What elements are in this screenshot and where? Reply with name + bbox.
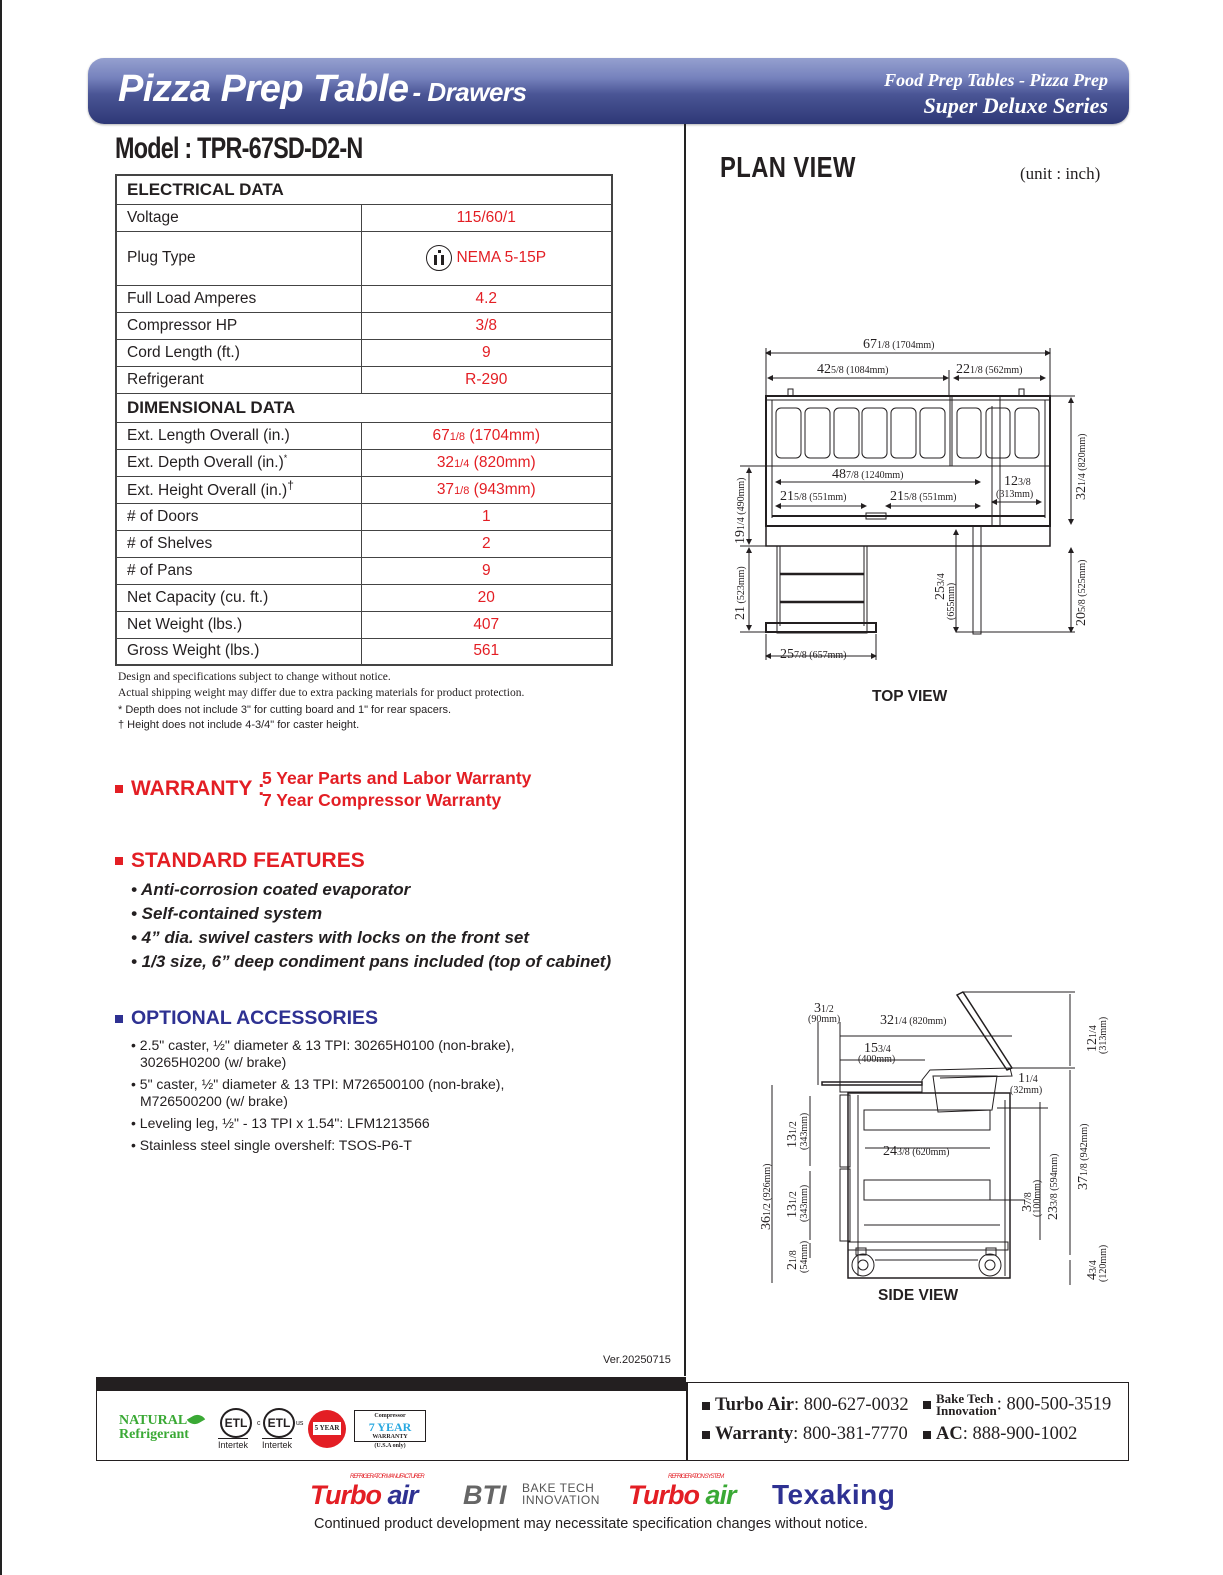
- contact-name: Warranty: [715, 1424, 794, 1444]
- badge-sub: WARRANTY: [372, 1434, 408, 1440]
- optional-accessories-heading: [115, 1007, 378, 1030]
- logo-text: BTI: [463, 1480, 507, 1510]
- logo-line: INNOVATION: [522, 1493, 600, 1507]
- row-value: [361, 231, 612, 285]
- contact-bake-tech: [923, 1393, 1111, 1417]
- dim-right-compartment-mm: (313mm): [996, 489, 1034, 500]
- dim-depth: 321/4 (820mm): [880, 1013, 947, 1028]
- row-label: Net Capacity (cu. ft.): [116, 584, 361, 611]
- row-value: 20: [361, 584, 612, 611]
- plug-type-value: NEMA 5-15P: [456, 249, 547, 267]
- accessory-item: • Stainless steel single overshelf: TSOS-P6-T: [131, 1137, 412, 1153]
- warranty-line: 5 Year Parts and Labor Warranty: [262, 768, 532, 788]
- row-label: Refrigerant: [116, 366, 361, 393]
- us-mark: us: [296, 1420, 304, 1427]
- dim-board-depth-mm: (400mm): [858, 1054, 896, 1065]
- footer-disclaimer: Continued product development may necessitate specification changes without notice.: [314, 1516, 868, 1532]
- warranty-line: 7 Year Compressor Warranty: [262, 790, 502, 810]
- natural-text: NATURAL: [119, 1413, 188, 1428]
- warranty-label-text: WARRANTY :: [131, 777, 265, 800]
- row-value: 561: [361, 638, 612, 665]
- caster-wheels: [852, 1248, 1001, 1276]
- note-line: * Depth does not include 3" for cutting board and 1" for rear spacers.: [118, 704, 452, 716]
- feature-item: • 1/3 size, 6” deep condiment pans included (top of cabinet): [131, 952, 612, 971]
- dim-board-overhang: 31/2: [814, 1001, 834, 1016]
- footnote-mark: †: [287, 478, 294, 493]
- value-fraction: 1/8: [449, 430, 466, 443]
- logo-tag: REFRIGERATOR MANUFACTURER: [350, 1474, 424, 1480]
- contact-name: [936, 1393, 997, 1417]
- table-row: [116, 557, 612, 584]
- category-label: [884, 68, 1108, 118]
- bullet-square-icon: [923, 1401, 931, 1409]
- row-label: Ext. Length Overall (in.): [116, 422, 361, 449]
- dim-rear-gap-mm: (32mm): [1010, 1085, 1043, 1096]
- dim-caster-height: 43/4: [1085, 1260, 1100, 1280]
- value-fraction: 1/4: [454, 457, 470, 470]
- dim-lid-height: 121/4: [1085, 1025, 1100, 1052]
- table-row: [116, 530, 612, 557]
- badge-note: (U.S.A only): [374, 1443, 406, 1449]
- row-label: Cord Length (ft.): [116, 339, 361, 366]
- etl-sanitation-icon: ETL: [263, 1408, 295, 1438]
- warranty-lines: [262, 767, 531, 811]
- row-value: 115/60/1: [361, 204, 612, 231]
- dim-caster-height-mm: (120mm): [1098, 1244, 1109, 1282]
- dim-drawer-open-depth: 21 (523mm): [733, 566, 748, 620]
- compressor-warranty-badge: [354, 1410, 426, 1449]
- contact-phone: : 800-627-0032: [794, 1395, 909, 1415]
- dim-drawer-left: 215/8 (551mm): [780, 489, 847, 504]
- dim-shelf-gap: 37/8: [1020, 1192, 1035, 1212]
- row-value: 1: [361, 503, 612, 530]
- row-label: [116, 449, 361, 476]
- turbo-air-logo: [310, 1474, 424, 1511]
- dim-inner-width: 487/8 (1240mm): [832, 467, 904, 482]
- version-label: Ver.20250715: [603, 1354, 671, 1366]
- contact-phone: : 888-900-1002: [962, 1424, 1078, 1444]
- row-label: # of Shelves: [116, 530, 361, 557]
- row-value: 4.2: [361, 285, 612, 312]
- footer-bar: [96, 1377, 686, 1391]
- logo-text: air: [381, 1480, 418, 1510]
- title-text: Pizza Prep Table: [118, 68, 409, 110]
- row-label: # of Doors: [116, 503, 361, 530]
- top-view-svg: [720, 330, 1110, 670]
- value-whole: 32: [436, 453, 455, 471]
- warranty-label: [115, 777, 265, 801]
- dim-door-swing: 253/4: [933, 573, 948, 600]
- value-metric: (820mm): [469, 453, 536, 471]
- table-row: [116, 611, 612, 638]
- intertek-label: Intertek: [262, 1440, 293, 1450]
- name-line: Innovation: [936, 1403, 997, 1418]
- logo-tag: REFRIGERATION SYSTEM: [668, 1474, 724, 1480]
- electrical-data-heading: ELECTRICAL DATA: [116, 175, 612, 204]
- seal-text: 5 YEAR: [313, 1422, 341, 1435]
- contact-name: AC: [936, 1424, 963, 1444]
- label-text: Ext. Height Overall (in.): [127, 482, 288, 500]
- contact-ac: [923, 1424, 1077, 1445]
- table-row: [116, 285, 612, 312]
- note-line: Design and specifications subject to change without notice.: [118, 671, 391, 683]
- row-label: # of Pans: [116, 557, 361, 584]
- accessories-list: [131, 1037, 571, 1159]
- etl-listed-icon: ETL: [220, 1408, 252, 1438]
- value-whole: 67: [432, 426, 450, 444]
- feature-item: • Self-contained system: [131, 904, 323, 923]
- category-line: Food Prep Tables - Pizza Prep: [884, 70, 1108, 90]
- bullet-square-icon: [115, 785, 123, 793]
- series-line: Super Deluxe Series: [923, 93, 1108, 118]
- footnote-mark: *: [283, 452, 288, 463]
- table-row: [116, 339, 612, 366]
- heading-text: OPTIONAL ACCESSORIES: [131, 1007, 379, 1029]
- logo-line: BAKE TECH: [522, 1481, 595, 1495]
- table-row: [116, 422, 612, 449]
- table-row: [116, 204, 612, 231]
- spec-table: [115, 174, 613, 666]
- row-value: [361, 449, 612, 476]
- side-view-label: SIDE VIEW: [878, 1287, 959, 1304]
- dim-left-section: 425/8 (1084mm): [817, 362, 889, 377]
- table-row: [116, 638, 612, 665]
- dim-door-swing-mm: (655mm): [946, 582, 957, 620]
- dim-overall-height: 371/8 (942mm): [1076, 1123, 1091, 1190]
- dim-rear-gap: 11/4: [1018, 1071, 1038, 1086]
- dim-drawer-lower: 131/2: [785, 1191, 800, 1218]
- table-row: [116, 476, 612, 503]
- row-label: Gross Weight (lbs.): [116, 638, 361, 665]
- row-label: Full Load Amperes: [116, 285, 361, 312]
- row-value: 9: [361, 339, 612, 366]
- table-row: [116, 584, 612, 611]
- row-value: 407: [361, 611, 612, 638]
- heading-text: STANDARD FEATURES: [131, 849, 365, 872]
- value-metric: (943mm): [469, 480, 536, 498]
- logo-text: Turbo: [628, 1480, 699, 1510]
- model-number: Model : TPR-67SD-D2-N: [115, 132, 363, 165]
- table-row: [116, 312, 612, 339]
- dim-board-depth: 153/4: [864, 1041, 891, 1056]
- contact-name: Turbo Air: [715, 1395, 794, 1415]
- feature-item: • Anti-corrosion coated evaporator: [131, 880, 411, 899]
- row-value: 9: [361, 557, 612, 584]
- side-view-drawing: [750, 990, 1110, 1285]
- table-row: [116, 366, 612, 393]
- bullet-square-icon: [702, 1431, 710, 1439]
- logo-text: air: [699, 1480, 736, 1510]
- leaf-icon: [187, 1412, 205, 1428]
- dim-right-compartment: 123/8: [1004, 474, 1031, 489]
- value-whole: 37: [436, 480, 455, 498]
- dim-lid-height-mm: (313mm): [1098, 1016, 1109, 1054]
- bullet-square-icon: [115, 1015, 123, 1023]
- contact-warranty: [702, 1424, 908, 1445]
- section-row: [116, 175, 612, 204]
- dim-drawer-upper: 131/2: [785, 1121, 800, 1148]
- spec-notes: [118, 669, 524, 732]
- feature-item: • 4” dia. swivel casters with locks on the front set: [131, 928, 530, 947]
- row-label: Net Weight (lbs.): [116, 611, 361, 638]
- accessory-item: • Leveling leg, ½" - 13 TPI x 1.54": LFM1213566: [131, 1115, 430, 1131]
- row-value: 3/8: [361, 312, 612, 339]
- dim-drawer-open-width: 257/8 (657mm): [780, 647, 847, 662]
- row-label: Compressor HP: [116, 312, 361, 339]
- standard-features-list: [131, 878, 611, 974]
- dim-board-overhang-mm: (90mm): [808, 1014, 841, 1025]
- name-line: Bake Tech: [936, 1391, 994, 1406]
- row-label: [116, 476, 361, 503]
- value-fraction: 1/8: [454, 484, 470, 497]
- note-line: Actual shipping weight may differ due to extra packing materials for product protection.: [118, 687, 525, 699]
- dimensional-data-heading: DIMENSIONAL DATA: [116, 393, 612, 422]
- page-edge: [0, 0, 2, 1575]
- contact-phone: : 800-500-3519: [996, 1394, 1112, 1415]
- dim-drawer-lower-mm: (343mm): [799, 1184, 810, 1222]
- column-divider: [684, 124, 686, 1376]
- contact-turbo-air: [702, 1395, 909, 1416]
- row-value: R-290: [361, 366, 612, 393]
- table-row: [116, 503, 612, 530]
- note-line: † Height does not include 4-3/4" for caster height.: [118, 718, 360, 731]
- section-row: [116, 393, 612, 422]
- logo-text: Turbo: [310, 1480, 381, 1510]
- nema-plug-icon: [426, 245, 452, 271]
- page-title: [118, 68, 526, 111]
- c-mark: c: [257, 1420, 261, 1427]
- contact-phone: : 800-381-7770: [793, 1424, 908, 1444]
- plan-view-heading: PLAN VIEW: [720, 152, 856, 184]
- top-view-drawing: [720, 330, 1110, 670]
- bti-logo-subtitle: [522, 1482, 600, 1506]
- unit-label: (unit : inch): [1020, 164, 1101, 183]
- dim-drawer-upper-mm: (343mm): [799, 1112, 810, 1150]
- value-metric: (1704mm): [465, 426, 540, 444]
- dim-base-gap: 21/8: [785, 1250, 800, 1270]
- bullet-square-icon: [923, 1431, 931, 1439]
- texaking-logo: Texaking: [772, 1479, 896, 1510]
- dim-depth: 321/4 (820mm): [1074, 433, 1089, 500]
- dim-right-section: 221/8 (562mm): [956, 362, 1023, 377]
- row-value: 2: [361, 530, 612, 557]
- dim-work-height: 361/2 (926mm): [759, 1163, 774, 1230]
- bullet-square-icon: [702, 1402, 710, 1410]
- natural-refrigerant-logo: [119, 1414, 204, 1442]
- bti-logo: [463, 1480, 507, 1511]
- dim-cabinet-depth: 191/4 (490mm): [733, 477, 748, 544]
- page-subtitle: - Drawers: [412, 77, 527, 107]
- turbo-air-system-logo: [628, 1474, 736, 1511]
- row-label: Voltage: [116, 204, 361, 231]
- accessory-item: • 5" caster, ½" diameter & 13 TPI: M726500100 (non-brake), M726500200 (w/ brake): [131, 1076, 505, 1109]
- dim-shelf-gap-mm: (100mm): [1032, 1179, 1043, 1217]
- intertek-label: Intertek: [218, 1440, 249, 1450]
- badge-top: Compressor: [374, 1413, 406, 1419]
- dim-interior-height: 233/8 (594mm): [1046, 1153, 1061, 1220]
- badge-main: 7 YEAR: [368, 1420, 412, 1434]
- accessory-item: • 2.5" caster, ½" diameter & 13 TPI: 30265H0100 (non-brake), 30265H0200 (w/ brake): [131, 1037, 515, 1070]
- dim-interior-depth: 243/8 (620mm): [883, 1144, 950, 1159]
- label-text: Ext. Depth Overall (in.): [127, 454, 284, 472]
- refrigerant-text: Refrigerant: [119, 1427, 189, 1442]
- bullet-square-icon: [115, 857, 123, 865]
- five-year-warranty-seal: [308, 1410, 346, 1448]
- dim-overall-length: 671/8 (1704mm): [863, 337, 935, 352]
- dim-drawer-right: 215/8 (551mm): [890, 489, 957, 504]
- standard-features-heading: [115, 849, 365, 873]
- dim-door-clearance: 205/8 (525mm): [1074, 559, 1089, 626]
- table-row: [116, 449, 612, 476]
- table-row: [116, 231, 612, 285]
- side-view-svg: [750, 990, 1110, 1285]
- row-value: [361, 422, 612, 449]
- dim-base-gap-mm: (54mm): [799, 1240, 810, 1273]
- top-view-label: TOP VIEW: [872, 688, 948, 705]
- row-label: Plug Type: [116, 231, 361, 285]
- row-value: [361, 476, 612, 503]
